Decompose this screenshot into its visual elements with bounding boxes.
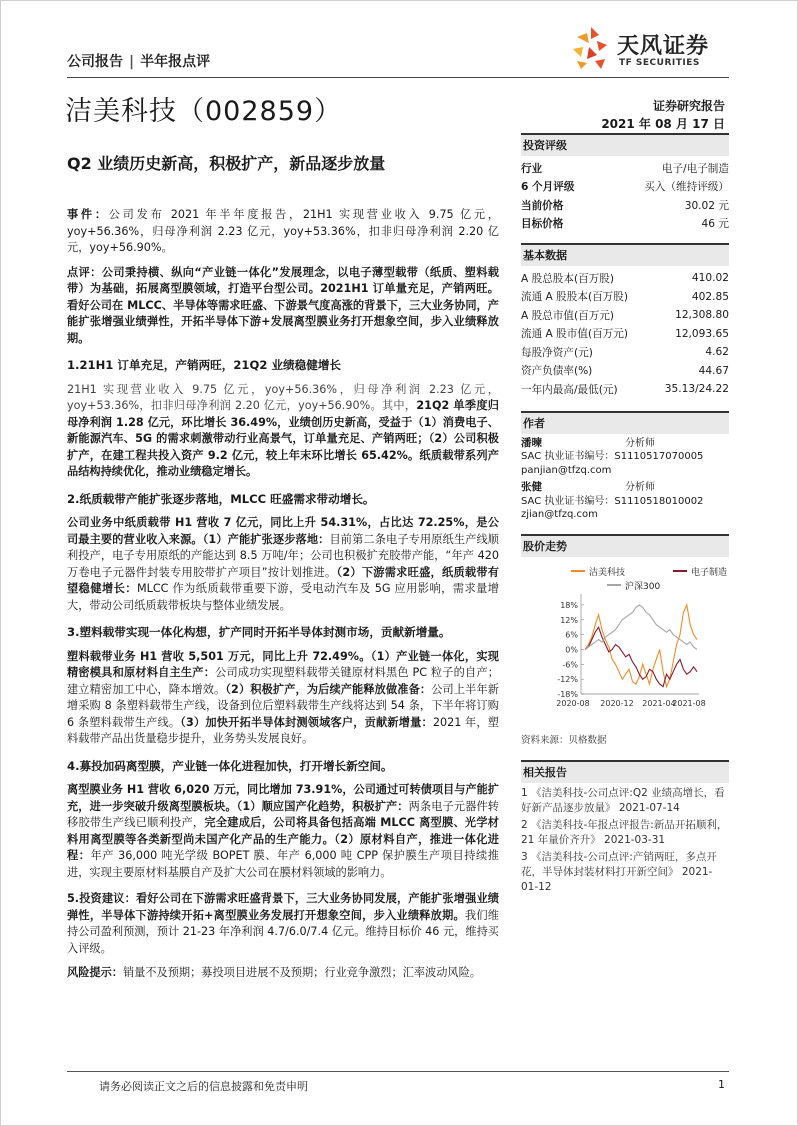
rating-key: 当前价格 — [521, 199, 564, 212]
section-2-title: 2.纸质载带产能扩张逐步落地，MLCC 旺盛需求带动增长。 — [67, 491, 375, 506]
type-separator: | — [129, 54, 135, 70]
section-4-text-b: 两条电子元器件转移胶带生产线已顺利投产， — [67, 799, 499, 829]
rating-value: 电子/电子制造 — [661, 162, 729, 175]
author-name: 潘暕 — [521, 436, 542, 449]
authors-list — [521, 437, 729, 522]
chart-source: 资料来源：贝格数据 — [521, 734, 607, 746]
basic-value: 12,093.65 — [675, 327, 729, 340]
y-tick-label: -6% — [562, 659, 578, 669]
stock-chart — [521, 560, 729, 730]
rating-key: 6 个月评级 — [521, 181, 575, 194]
basic-value: 402.85 — [691, 290, 729, 303]
risk-paragraph — [67, 965, 499, 982]
section-4-paragraph — [67, 782, 499, 881]
basic-value: 12,308.80 — [675, 309, 729, 322]
y-tick-label: -12% — [557, 674, 578, 684]
logo-mark-icon — [567, 25, 613, 71]
company-title: 洁美科技（002859） — [65, 96, 343, 127]
logo-text-cn: 天风证券 — [617, 34, 710, 59]
basic-row — [521, 288, 729, 307]
basic-value: 410.02 — [691, 272, 729, 285]
disclaimer-footer: 请务必阅读正文之后的信息披露和免责申明 — [99, 1080, 308, 1093]
section-2-paragraph — [67, 515, 499, 614]
rating-title: 投资评级 — [521, 133, 729, 156]
basic-value: 35.13/24.22 — [664, 383, 729, 396]
basic-key: 每股净资产(元) — [521, 346, 593, 359]
author-email: panjian@tfzq.com — [521, 464, 612, 476]
section-3-paragraph — [67, 649, 499, 748]
section-3-bold-e: （3）加快开拓半导体封测领域客户，贡献新增量： — [180, 715, 433, 729]
comment-paragraph: 点评：公司秉持横、纵向“产业链一体化”发展理念，以电子薄型载带（纸质、塑料载带）为基础，拓展离型膜领域，打造平台型公司。2021H1 订单量充足，产销两旺。看好公司在 MLCC、半导体等需求旺盛、下游景气度高涨的背景下，三大业务协同，产能扩张增强业绩弹性，开拓半导体下游+发展离型膜业务打开想象空间，步入业绩释放期。 — [67, 265, 499, 345]
report-type-1: 公司报告 — [67, 54, 123, 70]
risk-lead: 风险提示： — [67, 966, 123, 979]
logo-text-en: TF SECURITIES — [619, 58, 700, 68]
y-tick-label: 18% — [560, 600, 578, 610]
report-type — [67, 51, 210, 71]
trend-title: 股价走势 — [521, 534, 729, 557]
legend-label: 电子制造 — [691, 567, 728, 578]
section-2-text-d: MLCC 作为纸质载带重要下游，受电动汽车及 5G 应用影响，需求量增大，带动公司纸质载带板块与整体业绩发展。 — [67, 582, 499, 612]
section-2-text-b: 目前第二条电子专用原纸生产线顺利投产，电子专用原纸的产能达到 8.5 万吨/年；公司也积极扩充胶带产能，“年产 420 万卷电子元器件封装专用胶带扩产项目”按计划推进。 — [67, 532, 499, 579]
stock-chart-svg — [521, 560, 729, 718]
section-3-bold-c: （2）积极扩产，为后续产能释放做准备： — [225, 682, 432, 696]
page-number: 1 — [718, 1078, 725, 1091]
section-4-bold-a: 离型膜业务 H1 营收 6,020 万元，同比增加 73.91%，公司通过可转债项目与产能扩充，进一步突破升级离型膜板块。（1）顺应国产化趋势，积极扩产： — [67, 783, 499, 813]
basic-row — [521, 343, 729, 362]
section-1-paragraph — [67, 382, 499, 481]
basic-row — [521, 362, 729, 381]
y-tick-label: 12% — [560, 615, 578, 625]
basic-data-title: 基本数据 — [521, 243, 729, 266]
section-3-text-f: 2021 年，塑料载带产品出货量稳步提升，业务势头发展良好。 — [67, 715, 499, 745]
report-date: 2021 年 08 月 17 日 — [601, 117, 725, 131]
rating-row — [521, 159, 729, 178]
rating-table — [521, 159, 729, 233]
related-title: 相关报告 — [521, 760, 729, 783]
related-item: 3 《洁美科技-公司点评:产销两旺，多点开花，半导体封装材料打开新空间》 2021-01-12 — [521, 850, 717, 893]
event-text: 公司发布 2021 年半年度报告，21H1 实现营业收入 9.75 亿元，yoy+56.36%，归母净利润 2.23 亿元，yoy+53.36%，扣非归母净利润 2.20 亿元，yoy+56.90%。 — [67, 208, 499, 254]
section-5-text: 我们维持公司盈利预测，预计 21-23 年净利润 4.7/6.0/7.4 亿元。维持目标价 46 元，维持买入评级。 — [67, 908, 499, 955]
rating-row — [521, 178, 729, 197]
rating-value: 买入（维持评级） — [644, 181, 729, 194]
author-name-line — [521, 481, 729, 495]
related-reports — [521, 786, 729, 895]
report-kind: 证券研究报告 — [652, 99, 725, 113]
section-5-paragraph — [67, 891, 499, 957]
section-4-bold-c: 完全建成后，公司将具备包括高端 MLCC 离型膜、光学材料用离型膜等各类新型尚未国产化产品的生产能力。（2）原材料自产，推进一体化进程： — [67, 816, 499, 862]
rating-value: 30.02 元 — [684, 199, 729, 212]
section-2-bold-c: （2）下游需求旺盛，纸质载带有望稳健增长： — [67, 565, 499, 595]
section-3-text-b: 公司成功实现塑料载带关键原材料黑色 PC 粒子的自产；建立精密加工中心，降本增效。 — [67, 666, 499, 696]
report-body — [67, 207, 499, 990]
section-1-text: 21H1 实现营业收入 9.75 亿元，yoy+56.36%，归母净利润 2.23 亿元，yoy+53.36%，扣非归母净利润 2.20 亿元，yoy+56.90%。其中， — [67, 382, 499, 412]
report-headline: Q2 业绩历史新高，积极扩产，新品逐步放量 — [67, 154, 386, 173]
basic-value: 4.62 — [705, 346, 729, 359]
author-block — [521, 481, 729, 522]
section-3-text-d: 公司上半年新增采购 8 条塑料载带生产线，设备到位后塑料载带生产线将达到 54 条，下半年将订购 6 条塑料载带生产线。 — [67, 682, 499, 729]
y-tick-label: -18% — [557, 689, 578, 699]
basic-row — [521, 269, 729, 288]
series-line — [585, 627, 697, 686]
risk-text: 销量不及预期；募投项目进展不及预期；行业竞争激烈；汇率波动风险。 — [122, 966, 481, 979]
section-5-bold: 5.投资建议：看好公司在下游需求旺盛背景下，三大业务协同发展，产能扩张增强业绩弹性，半导体下游持续开拓+离型膜业务发展打开想象空间，步入业绩释放期。 — [67, 892, 499, 922]
section-1-title: 1.21H1 订单充足，产销两旺，21Q2 业绩稳健增长 — [67, 358, 342, 372]
y-tick-label: 0% — [565, 644, 578, 654]
basic-row — [521, 380, 729, 399]
basic-key: 流通 A 股股本(百万股) — [521, 291, 628, 304]
basic-row — [521, 325, 729, 344]
series-line — [585, 604, 697, 686]
section-4-text-d: 年产 36,000 吨光学级 BOPET 膜、年产 6,000 吨 CPP 保护膜生产项目持续推进，实现主要原材料基膜自产及扩大公司在膜材料领域的影响力。 — [67, 849, 499, 879]
y-tick-label: 6% — [565, 630, 578, 640]
basic-key: A 股总股本(百万股) — [521, 272, 615, 285]
x-tick-label: 2020-08 — [556, 698, 590, 708]
section-2-bold-a: 公司业务中纸质载带 H1 营收 7 亿元，同比上升 54.31%，占比达 72.25%，是公司最主要的营业收入来源。（1）产能扩张逐步落地： — [67, 516, 499, 546]
event-lead: 事件： — [67, 208, 109, 221]
related-item: 2 《洁美科技-年报点评报告:新品开拓顺利，21 年量价齐升》 2021-03-31 — [521, 818, 728, 846]
authors-title: 作者 — [521, 411, 729, 434]
header-rule — [67, 77, 729, 78]
sidebar — [521, 133, 729, 897]
event-paragraph — [67, 207, 499, 257]
rating-key: 目标价格 — [521, 218, 564, 231]
author-email: zjian@tfzq.com — [521, 509, 598, 520]
author-role: 分析师 — [625, 437, 655, 449]
author-block — [521, 437, 729, 478]
basic-key: 资产负债率(%) — [521, 365, 593, 378]
related-item: 1 《洁美科技-公司点评:Q2 业绩高增长，看好新产品逐步放量》 2021-07-14 — [521, 786, 725, 814]
section-3-bold-a: 塑料载带业务 H1 营收 5,501 万元，同比上升 72.49%。（1）产业链一体化，实现精密模具和原材料自主生产： — [67, 649, 499, 679]
author-cert: SAC 执业证书编号：S1110518010002 — [521, 495, 704, 507]
basic-data-table — [521, 269, 729, 399]
author-name: 张健 — [521, 481, 542, 493]
rating-row — [521, 215, 729, 234]
rating-row — [521, 196, 729, 215]
x-tick-label: 2020-12 — [600, 698, 634, 708]
rating-key: 行业 — [521, 162, 543, 175]
rating-value: 46 元 — [701, 218, 729, 231]
footer-rule — [67, 1071, 729, 1072]
basic-key: 一年内最高/最低(元) — [521, 383, 618, 396]
author-cert: SAC 执业证书编号：S1110517070005 — [521, 451, 704, 462]
basic-key: 流通 A 股市值(百万元) — [521, 328, 628, 341]
x-tick-label: 2021-04 — [642, 698, 676, 708]
section-3-title: 3.塑料载带实现一体化构想，扩产同时开拓半导体封测市场，贡献新增量。 — [67, 625, 451, 639]
author-name-line — [521, 437, 729, 451]
author-role: 分析师 — [625, 482, 655, 493]
x-tick-label: 2021-08 — [672, 698, 706, 708]
section-4-title: 4.募投加码离型膜，产业链一体化进程加快，打开增长新空间。 — [67, 758, 393, 773]
legend-label: 沪深300 — [625, 581, 661, 592]
tf-securities-logo — [565, 25, 725, 75]
basic-row — [521, 306, 729, 325]
report-type-2: 半年报点评 — [140, 54, 211, 70]
basic-key: A 股总市值(百万元) — [521, 309, 615, 322]
legend-label: 洁美科技 — [589, 567, 626, 578]
section-1-bold: 21Q2 单季度归母净利润 1.28 亿元，环比增长 36.49%，业绩创历史新高，受益于（1）消费电子、新能源汽车、5G 的需求刺激带动行业高景气，订单量充足、产销两旺；（2）公司积极扩产，在建工程共投入资产 9.2 亿元，较上年末环比增长 65.42%。纸质载带系列产品结构持续优化，推动业绩稳定增长。 — [67, 399, 499, 478]
basic-value: 44.67 — [698, 364, 729, 377]
